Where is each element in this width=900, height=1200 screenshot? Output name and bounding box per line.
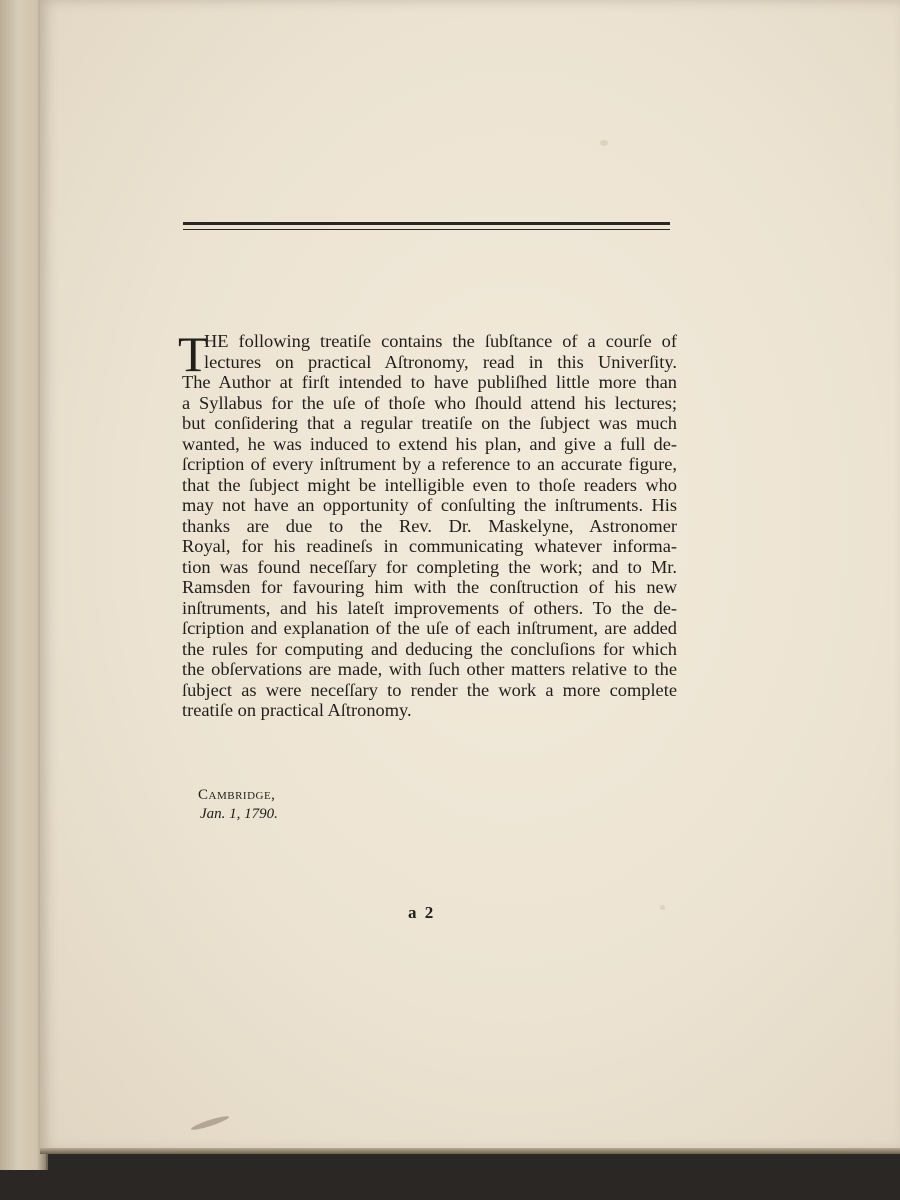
preface-line: thanks are due to the Rev. Dr. Maskelyne, Astronomer xyxy=(182,515,677,536)
preface-line: ſcription and explanation of the uſe of each inſtrument, are added xyxy=(182,618,677,638)
foxing-spot xyxy=(660,905,665,910)
foxing-spot xyxy=(600,140,608,146)
signature-place: Cambridge, xyxy=(198,787,276,803)
signature-block xyxy=(198,786,278,824)
signature-date: Jan. 1, 1790. xyxy=(200,806,278,822)
preface-line: The Author at firſt intended to have publiſhed little more than xyxy=(182,372,677,392)
preface-line: a Syllabus for the uſe of thoſe who ſhould attend his lectures; xyxy=(182,392,677,413)
preface-line: tion was found neceſſary for completing the work; and to Mr. xyxy=(182,556,677,577)
header-rule-thick xyxy=(183,222,670,225)
header-rule-thin xyxy=(183,229,670,230)
preface-text xyxy=(178,326,677,721)
preface-line: may not have an opportunity of conſulting the inſtruments. His xyxy=(182,495,677,515)
preface-line: HE following treatiſe contains the ſubſtance of a courſe of xyxy=(204,331,677,351)
preface-line: ſubject as were neceſſary to render the work a more complete xyxy=(182,679,677,700)
preface-line: but conſidering that a regular treatiſe on the ſubject was much xyxy=(182,413,677,433)
preface-line: the rules for computing and deducing the concluſions for which xyxy=(182,638,677,659)
preface-line: treatiſe on practical Aſtronomy. xyxy=(182,700,412,720)
drop-cap: T xyxy=(178,326,209,382)
preface-line: Royal, for his readineſs in communicating whatever informa- xyxy=(182,536,677,556)
page-bottom-edge xyxy=(40,1148,900,1154)
preface-line: the obſervations are made, with ſuch other matters relative to the xyxy=(182,659,677,679)
preface-line: inſtruments, and his lateſt improvements of others. To the de- xyxy=(182,597,677,618)
preface-line: that the ſubject might be intelligible even to thoſe readers who xyxy=(182,474,677,495)
page-mark xyxy=(190,1114,230,1132)
preface-line: ſcription of every inſtrument by a reference to an accurate figure, xyxy=(182,454,677,474)
preface-line: Ramsden for favouring him with the conſtruction of his new xyxy=(182,577,677,597)
preface-line: wanted, he was induced to extend his plan, and give a full de- xyxy=(182,433,677,454)
preface-line: lectures on practical Aſtronomy, read in this Univerſity. xyxy=(204,351,677,372)
signature-mark: a 2 xyxy=(408,903,436,922)
